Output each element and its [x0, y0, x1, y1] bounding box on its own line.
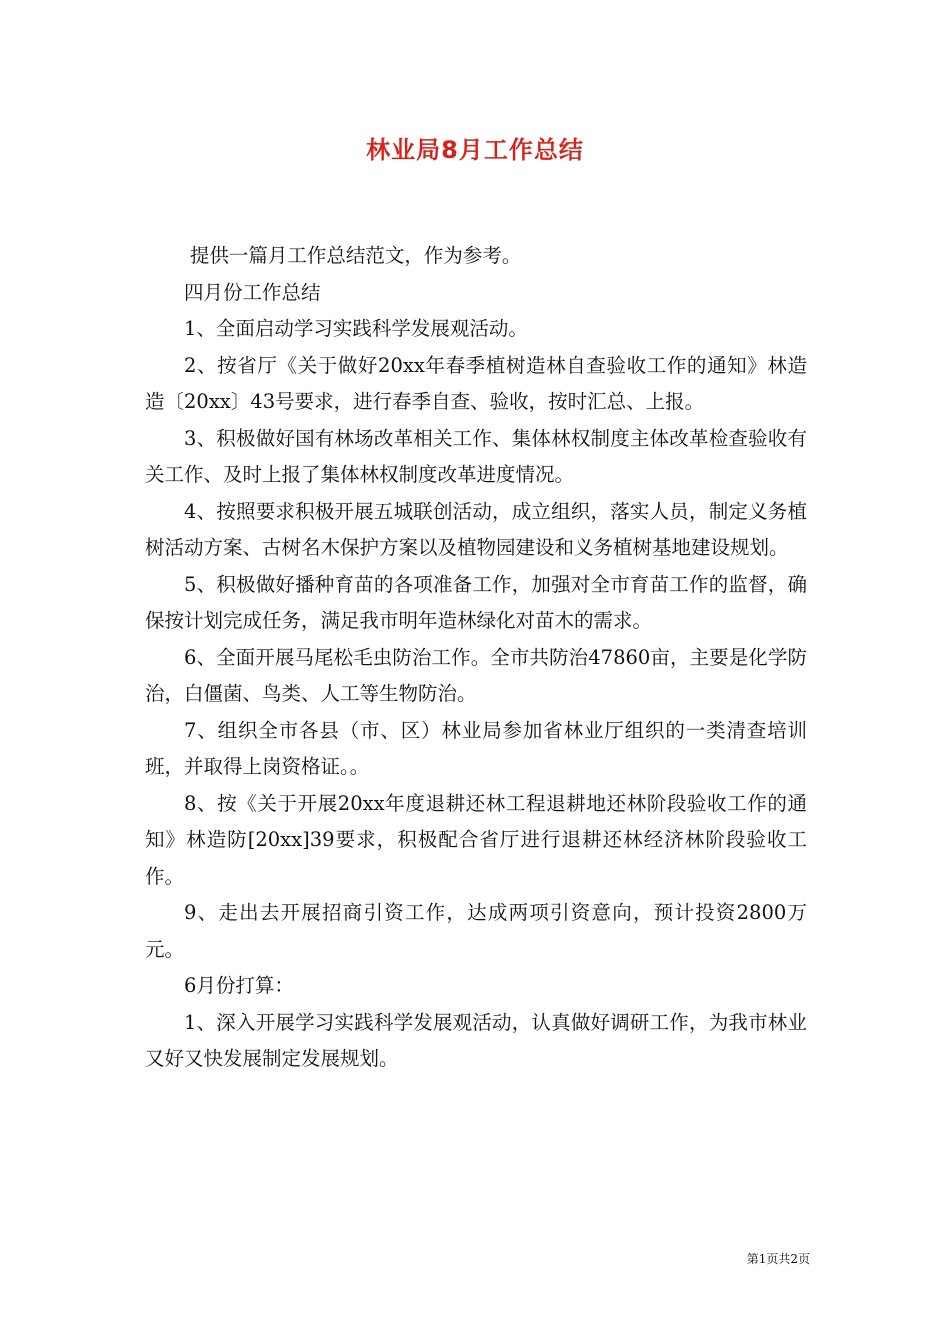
- paragraph-item-4: 4、按照要求积极开展五城联创活动，成立组织，落实人员，制定义务植树活动方案、古树名木保护方案以及植物园建设和义务植树基地建设规划。: [145, 499, 807, 559]
- paragraph-item-2: 2、按省厅《关于做好20xx年春季植树造林自查验收工作的通知》林造造〔20xx〕43号要求，进行春季自查、验收，按时汇总、上报。: [145, 353, 807, 413]
- page-title: 林业局8月工作总结: [366, 136, 584, 164]
- paragraph-item-5: 5、积极做好播种育苗的各项准备工作，加强对全市育苗工作的监督，确保按计划完成任务，满足我市明年造林绿化对苗木的需求。: [145, 572, 807, 632]
- document-body: [145, 238, 807, 1078]
- paragraph-item-6: 6、全面开展马尾松毛虫防治工作。全市共防治47860亩，主要是化学防治，白僵菌、鸟类、人工等生物防治。: [145, 645, 807, 705]
- paragraph-item-9: 9、走出去开展招商引资工作，达成两项引资意向，预计投资2800万元。: [145, 901, 807, 961]
- paragraph-plan-1: 1、深入开展学习实践科学发展观活动，认真做好调研工作，为我市林业又好又快发展制定发展规划。: [145, 1010, 807, 1070]
- paragraph-item-7: 7、组织全市各县（市、区）林业局参加省林业厅组织的一类清查培训班，并取得上岗资格证。。: [145, 718, 807, 778]
- page-number-footer: 第1页共2页: [746, 1252, 810, 1266]
- intro-paragraph: 提供一篇月工作总结范文，作为参考。: [189, 244, 522, 267]
- section-heading-june: 6月份打算：: [184, 974, 294, 997]
- paragraph-item-1: 1、全面启动学习实践科学发展观活动。: [184, 317, 528, 340]
- section-heading-april: 四月份工作总结: [184, 280, 321, 304]
- paragraph-item-8: 8、按《关于开展20xx年度退耕还林工程退耕地还林阶段验收工作的通知》林造防[20xx]39要求，积极配合省厅进行退耕还林经济林阶段验收工作。: [145, 791, 807, 888]
- paragraph-item-3: 3、积极做好国有林场改革相关工作、集体林权制度主体改革检查验收有关工作、及时上报了集体林权制度改革进度情况。: [145, 426, 807, 486]
